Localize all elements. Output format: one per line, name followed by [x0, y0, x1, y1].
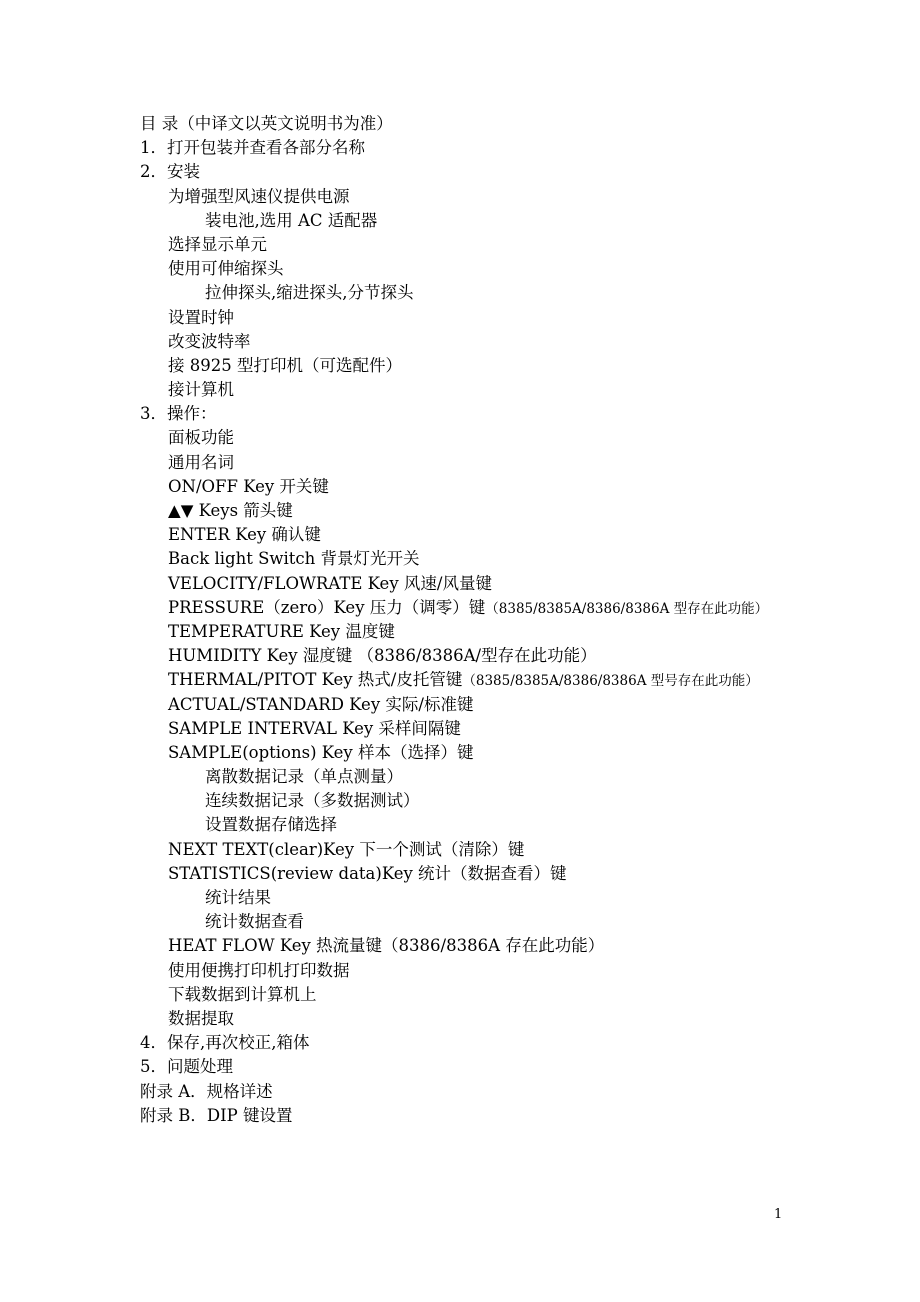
toc-entry	[140, 596, 900, 620]
toc-entry	[140, 426, 900, 450]
toc-entry	[140, 1055, 900, 1079]
toc-entry	[140, 983, 900, 1007]
toc-entry-text: 设置数据存储选择	[205, 815, 337, 835]
toc-entry-text: SAMPLE INTERVAL Key 采样间隔键	[168, 718, 461, 738]
toc-entry-text: 选择显示单元	[168, 234, 267, 254]
toc-entry-text: 接 8925 型打印机（可选配件）	[168, 355, 402, 375]
toc-entry	[140, 1007, 900, 1031]
table-of-contents	[140, 112, 900, 1128]
toc-entry-text: HEAT FLOW Key 热流量键（8386/8386A 存在此功能）	[168, 936, 605, 956]
toc-entry-text: THERMAL/PITOT Key 热式/皮托管键	[168, 670, 463, 690]
toc-entry-text: ▲▼ Keys 箭头键	[168, 501, 293, 520]
toc-entry	[140, 378, 900, 402]
toc-entry	[140, 789, 900, 813]
toc-entry-text: STATISTICS(review data)Key 统计（数据查看）键	[168, 863, 567, 883]
toc-entry	[140, 330, 900, 354]
toc-entry-text: 附录 B．DIP 键设置	[140, 1105, 293, 1125]
toc-entry	[140, 572, 900, 596]
toc-entry	[140, 668, 900, 692]
toc-entry-text: 5．问题处理	[140, 1057, 233, 1077]
toc-entry-text: ON/OFF Key 开关键	[168, 476, 329, 496]
toc-entry-text: 1．打开包装并查看各部分名称	[140, 138, 365, 158]
toc-entry-text: 为增强型风速仪提供电源	[168, 186, 350, 206]
toc-entry	[140, 693, 900, 717]
toc-entry-text: 2．安装	[140, 162, 200, 182]
toc-entry	[140, 1104, 900, 1128]
toc-title: 目 录（中译文以英文说明书为准）	[140, 114, 393, 133]
toc-entry	[140, 934, 900, 958]
toc-entry-text: PRESSURE（zero）Key 压力（调零）键	[168, 597, 486, 617]
toc-entry-text: HUMIDITY Key 湿度键 （8386/8386A/型存在此功能）	[168, 646, 597, 666]
toc-entry-text: 下载数据到计算机上	[168, 984, 317, 1004]
toc-entry	[140, 354, 900, 378]
toc-entry	[140, 1031, 900, 1055]
toc-entry-note: （8385/8385A/8386/8386A 型存在此功能）	[485, 600, 769, 617]
toc-entry-text: Back light Switch 背景灯光开关	[168, 549, 420, 569]
toc-entry	[140, 620, 900, 644]
toc-entry	[140, 741, 900, 765]
toc-entry-text: 数据提取	[168, 1008, 234, 1028]
toc-entry	[140, 547, 900, 571]
toc-entry-text: 4．保存,再次校正,箱体	[140, 1033, 310, 1053]
toc-entry-text: 连续数据记录（多数据测试）	[205, 791, 420, 811]
toc-entry	[140, 281, 900, 305]
toc-entry-text: 设置时钟	[168, 307, 234, 327]
toc-entry-text: 使用可伸缩探头	[168, 259, 284, 279]
toc-entry	[140, 233, 900, 257]
toc-entry	[140, 717, 900, 741]
toc-entry-text: 通用名词	[168, 452, 234, 472]
toc-entry	[140, 1080, 900, 1104]
toc-entry-text: 装电池,选用 AC 适配器	[205, 210, 378, 230]
toc-entry	[140, 402, 900, 426]
toc-entry	[140, 523, 900, 547]
toc-entry	[140, 862, 900, 886]
toc-entry	[140, 306, 900, 330]
toc-entry-text: VELOCITY/FLOWRATE Key 风速/风量键	[168, 573, 492, 593]
toc-entry-text: SAMPLE(options) Key 样本（选择）键	[168, 742, 474, 762]
toc-items	[140, 136, 900, 1128]
toc-entry	[140, 765, 900, 789]
toc-entry	[140, 451, 900, 475]
page-number: 1	[774, 1207, 783, 1222]
toc-entry	[140, 136, 900, 160]
toc-entry	[140, 257, 900, 281]
toc-entry-text: 统计结果	[205, 888, 271, 907]
toc-entry	[140, 185, 900, 209]
toc-entry	[140, 499, 900, 523]
toc-entry	[140, 160, 900, 184]
toc-entry-note: （8385/8385A/8386/8386A 型号存在此功能）	[462, 673, 759, 690]
toc-entry-text: ENTER Key 确认键	[168, 525, 321, 545]
toc-entry-text: 使用便携打印机打印数据	[168, 960, 350, 980]
toc-entry-text: 接计算机	[168, 380, 234, 400]
toc-entry-text: TEMPERATURE Key 温度键	[168, 621, 395, 641]
toc-entry-text: 附录 A．规格详述	[140, 1081, 273, 1101]
toc-entry	[140, 475, 900, 499]
toc-entry-text: ACTUAL/STANDARD Key 实际/标准键	[168, 694, 474, 714]
toc-entry-text: 拉伸探头,缩进探头,分节探头	[205, 283, 414, 303]
toc-entry	[140, 886, 900, 910]
toc-entry-text: 面板功能	[168, 428, 234, 448]
toc-entry-text: 统计数据查看	[205, 912, 304, 932]
toc-entry-text: NEXT TEXT(clear)Key 下一个测试（清除）键	[168, 839, 525, 859]
toc-entry	[140, 959, 900, 983]
toc-entry	[140, 910, 900, 934]
toc-entry	[140, 209, 900, 233]
toc-entry-text: 3．操作：	[140, 404, 217, 424]
toc-entry-text: 改变波特率	[168, 331, 251, 351]
toc-entry	[140, 644, 900, 668]
toc-entry	[140, 838, 900, 862]
toc-entry	[140, 813, 900, 837]
toc-entry-text: 离散数据记录（单点测量）	[205, 767, 403, 787]
